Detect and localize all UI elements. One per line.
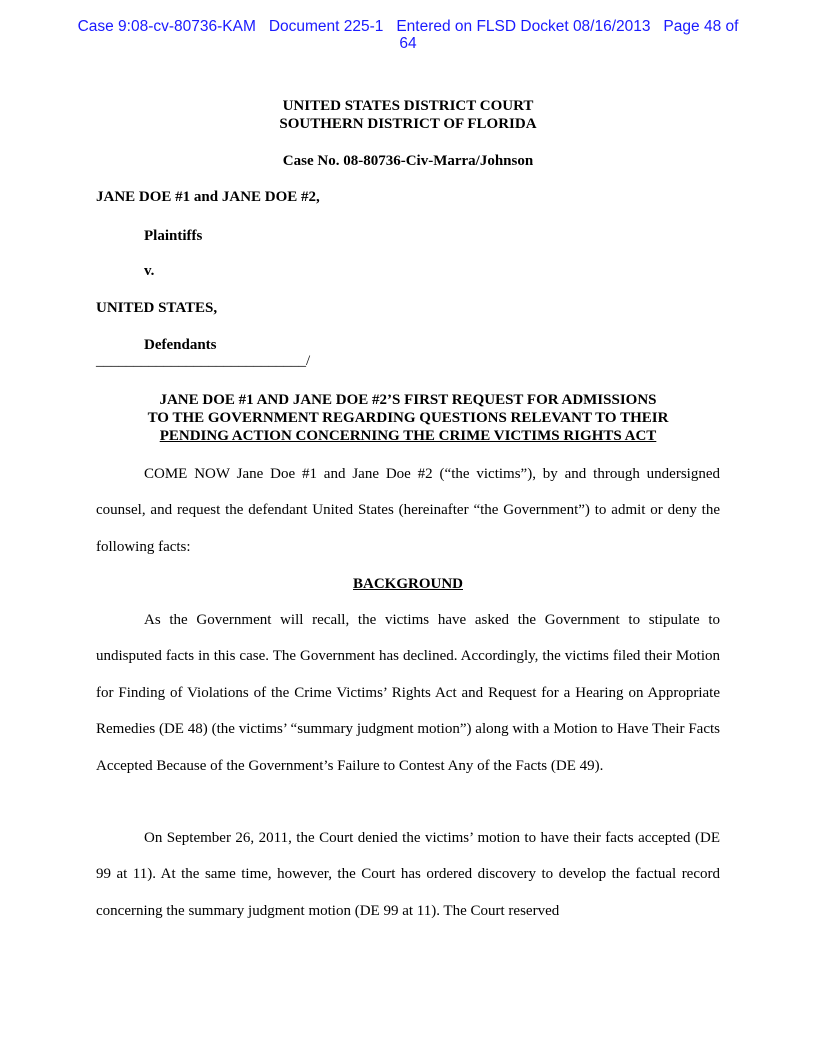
document-title-line-3: PENDING ACTION CONCERNING THE CRIME VICTIMS RIGHTS ACT bbox=[159, 428, 657, 444]
document-title-line-2: TO THE GOVERNMENT REGARDING QUESTIONS RELEVANT TO THEIR bbox=[147, 410, 669, 426]
court-name-line-2: SOUTHERN DISTRICT OF FLORIDA bbox=[279, 116, 537, 132]
background-paragraph-2: On September 26, 2011, the Court denied the victims’ motion to have their facts accepted (DE 99 at 11). At the same time, however, the Court has ordered discovery to develop the factual record concerning the summary judgment motion (DE 99 at 11). The Court reserved bbox=[96, 830, 720, 919]
background-paragraph-1: As the Government will recall, the victims have asked the Government to stipulate to undisputed facts in this case. The Government has declined. Accordingly, the victims filed their Motion for Finding of Violations of the Crime Victims’ Rights Act and Request for a Hearing on Appropriate Remedies (DE 48) (the victims’ “summary judgment motion”) along with a Motion to Have Their Facts Accepted Because of the Government’s Failure to Contest Any of the Facts (DE 49). bbox=[96, 612, 720, 774]
caption-signature-line: ____________________________/ bbox=[96, 353, 311, 369]
docket-header-line-1: Case 9:08-cv-80736-KAM Document 225-1 Entered on FLSD Docket 08/16/2013 Page 48 of bbox=[77, 18, 739, 35]
plaintiffs-label: Plaintiffs bbox=[144, 228, 203, 244]
section-heading-background: BACKGROUND bbox=[352, 576, 463, 592]
docket-header-line-2: 64 bbox=[399, 35, 417, 52]
plaintiffs-names: JANE DOE #1 and JANE DOE #2, bbox=[96, 189, 320, 205]
document-title-line-1: JANE DOE #1 AND JANE DOE #2’S FIRST REQUEST FOR ADMISSIONS bbox=[159, 392, 657, 408]
case-number: Case No. 08-80736-Civ-Marra/Johnson bbox=[282, 153, 534, 169]
intro-paragraph: COME NOW Jane Doe #1 and Jane Doe #2 (“the victims”), by and through undersigned counsel, and request the defendant United States (hereinafter “the Government”) to admit or deny the following facts: bbox=[96, 466, 720, 555]
docket-header-stamp bbox=[0, 18, 816, 52]
versus-label: v. bbox=[144, 263, 155, 279]
court-name-line-1: UNITED STATES DISTRICT COURT bbox=[282, 98, 534, 114]
defendants-label: Defendants bbox=[144, 337, 217, 353]
defendant-name: UNITED STATES, bbox=[96, 300, 218, 316]
